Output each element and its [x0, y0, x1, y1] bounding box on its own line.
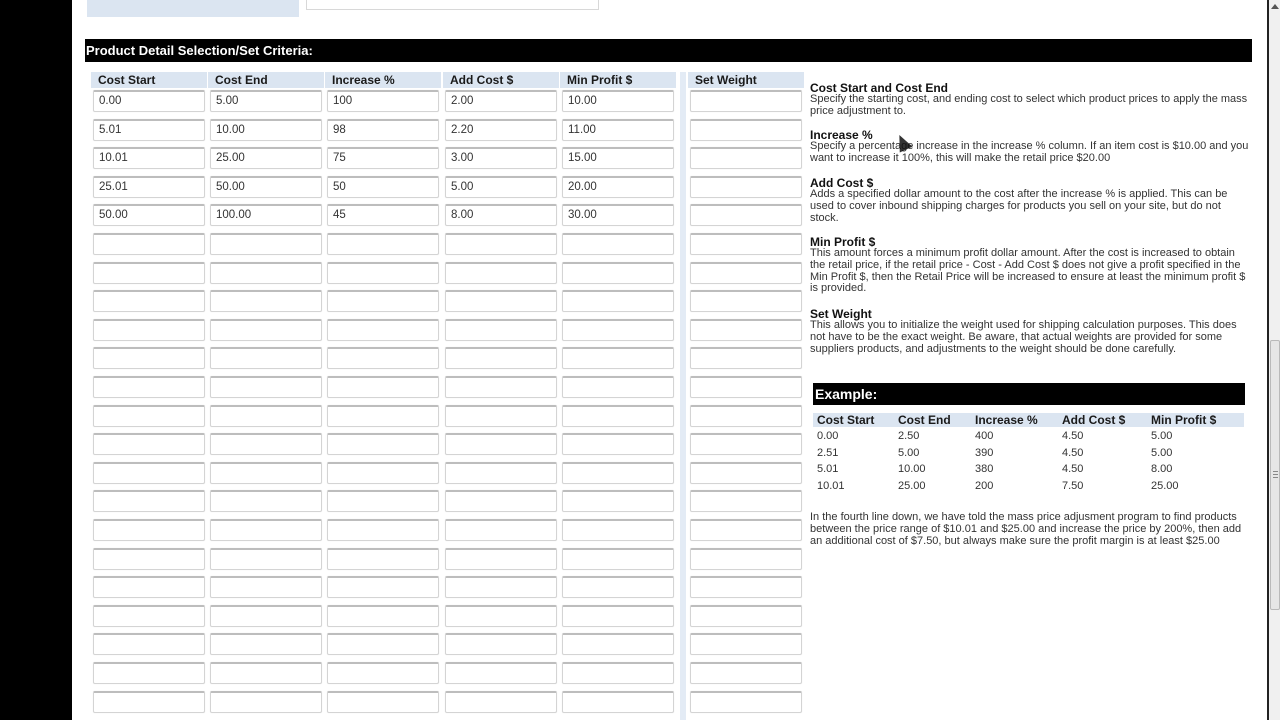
add-cost-input[interactable]	[445, 319, 557, 341]
min-profit-input[interactable]	[562, 347, 674, 369]
vertical-scrollbar[interactable]	[1267, 0, 1280, 720]
column-header-cost-start: Cost Start	[91, 72, 207, 88]
add-cost-input[interactable]	[445, 347, 557, 369]
add-cost-input[interactable]	[445, 462, 557, 484]
set-weight-input[interactable]	[690, 204, 802, 226]
set-weight-input[interactable]	[690, 233, 802, 255]
cost-start-input[interactable]: 50.00	[93, 204, 205, 226]
cost-end-input[interactable]	[210, 290, 322, 312]
example-cell: 4.50	[1062, 430, 1084, 442]
help-text: This amount forces a minimum profit dollar amount. After the cost is increased to obtain the retail price, if the retail price - Cost - Add Cost $ does not give a profit specified in the Min Profit $, then the Retail Price will be increased to ensure at least the minimum profit $ is provided.	[810, 247, 1246, 295]
example-cell: 380	[975, 463, 994, 476]
grip-icon	[1273, 471, 1278, 478]
set-weight-input[interactable]	[690, 290, 802, 312]
add-cost-input[interactable]: 2.00	[445, 90, 557, 112]
example-column-header: Min Profit $	[1147, 413, 1244, 427]
help-title: Min Profit $	[810, 235, 876, 249]
help-text: This allows you to initialize the weight used for shipping calculation purposes. This does not have to be the exact weight. Be aware, that actual weights are provided for some suppliers products, and adjustments to the weight should be done carefully.	[810, 319, 1237, 355]
cost-start-input[interactable]: 0.00	[93, 90, 205, 112]
help-increase-pct	[810, 129, 1250, 165]
cost-end-input[interactable]: 100.00	[210, 204, 322, 226]
cost-start-input[interactable]	[93, 433, 205, 455]
column-header-cost-end: Cost End	[208, 72, 324, 88]
help-min-profit	[810, 236, 1250, 295]
min-profit-input[interactable]: 10.00	[562, 90, 674, 112]
cost-start-input[interactable]	[93, 290, 205, 312]
cost-end-input[interactable]	[210, 433, 322, 455]
cost-start-input[interactable]: 10.01	[93, 147, 205, 169]
min-profit-input[interactable]	[562, 662, 674, 684]
set-weight-input[interactable]	[690, 433, 802, 455]
example-title: Example:	[815, 386, 878, 402]
min-profit-input[interactable]	[562, 691, 674, 713]
help-title: Increase %	[810, 128, 873, 142]
add-cost-input[interactable]: 8.00	[445, 204, 557, 226]
increase-pct-input[interactable]	[327, 319, 439, 341]
cost-end-input[interactable]	[210, 233, 322, 255]
add-cost-input[interactable]	[445, 405, 557, 427]
increase-pct-input[interactable]	[327, 376, 439, 398]
example-title-bar	[813, 383, 1245, 405]
increase-pct-input[interactable]	[327, 662, 439, 684]
section-title: Product Detail Selection/Set Criteria:	[86, 43, 313, 58]
cost-end-input[interactable]	[210, 548, 322, 570]
example-cell: 5.00	[1151, 430, 1173, 442]
example-cell: 4.50	[1062, 446, 1084, 459]
min-profit-input[interactable]: 20.00	[562, 176, 674, 198]
add-cost-input[interactable]	[445, 633, 557, 655]
add-cost-input[interactable]	[445, 662, 557, 684]
set-weight-input[interactable]	[690, 605, 802, 627]
help-title: Cost Start and Cost End	[810, 81, 949, 95]
increase-pct-input[interactable]	[327, 233, 439, 255]
set-weight-input[interactable]	[690, 490, 802, 512]
min-profit-input[interactable]	[562, 633, 674, 655]
example-cell: 5.00	[898, 446, 920, 459]
add-cost-input[interactable]	[445, 376, 557, 398]
increase-pct-input[interactable]	[327, 290, 439, 312]
scroll-thumb[interactable]	[1270, 340, 1280, 610]
cost-end-input[interactable]	[210, 605, 322, 627]
cost-end-input[interactable]	[210, 319, 322, 341]
add-cost-input[interactable]	[445, 490, 557, 512]
help-cost-range	[810, 82, 1250, 118]
cost-end-input[interactable]	[210, 462, 322, 484]
add-cost-input[interactable]	[445, 262, 557, 284]
set-weight-input[interactable]	[690, 548, 802, 570]
cost-start-input[interactable]	[93, 662, 205, 684]
min-profit-input[interactable]	[562, 490, 674, 512]
cost-start-input[interactable]	[93, 691, 205, 713]
increase-pct-input[interactable]	[327, 633, 439, 655]
cost-end-input[interactable]	[210, 262, 322, 284]
example-column-header: Add Cost $	[1058, 413, 1147, 427]
add-cost-input[interactable]	[445, 290, 557, 312]
increase-pct-input[interactable]: 45	[327, 204, 439, 226]
increase-pct-input[interactable]	[327, 405, 439, 427]
cost-start-input[interactable]	[93, 462, 205, 484]
page-content	[72, 0, 1267, 720]
add-cost-input[interactable]	[445, 548, 557, 570]
column-separator	[680, 72, 686, 720]
column-header-add-cost: Add Cost $	[443, 72, 559, 88]
cost-start-input[interactable]	[93, 319, 205, 341]
add-cost-input[interactable]	[445, 519, 557, 541]
cost-start-input[interactable]	[93, 490, 205, 512]
increase-pct-input[interactable]	[327, 548, 439, 570]
increase-pct-input[interactable]	[327, 262, 439, 284]
set-weight-input[interactable]	[690, 633, 802, 655]
min-profit-input[interactable]	[562, 262, 674, 284]
min-profit-input[interactable]	[562, 576, 674, 598]
cost-start-input[interactable]	[93, 548, 205, 570]
column-header-set-weight: Set Weight	[688, 72, 804, 88]
increase-pct-input[interactable]	[327, 462, 439, 484]
set-weight-input[interactable]	[690, 405, 802, 427]
cost-end-input[interactable]: 25.00	[210, 147, 322, 169]
help-text: Specify a percentage increase in the increase % column. If an item cost is $10.00 and you want to increase it 100%, this will make the retail price $20.00	[810, 140, 1249, 164]
add-cost-input[interactable]: 3.00	[445, 147, 557, 169]
set-weight-input[interactable]	[690, 147, 802, 169]
help-title: Add Cost $	[810, 176, 874, 190]
min-profit-input[interactable]	[562, 233, 674, 255]
min-profit-input[interactable]	[562, 319, 674, 341]
set-weight-input[interactable]	[690, 462, 802, 484]
example-cell: 25.00	[1151, 480, 1179, 493]
cost-start-input[interactable]	[93, 405, 205, 427]
min-profit-input[interactable]: 30.00	[562, 204, 674, 226]
cost-start-input[interactable]	[93, 519, 205, 541]
cost-start-input[interactable]	[93, 347, 205, 369]
min-profit-input[interactable]	[562, 548, 674, 570]
increase-pct-input[interactable]	[327, 576, 439, 598]
min-profit-input[interactable]	[562, 462, 674, 484]
min-profit-input[interactable]	[562, 433, 674, 455]
cost-end-input[interactable]	[210, 376, 322, 398]
help-text: Specify the starting cost, and ending cost to select which product prices to apply the mass price adjustment to.	[810, 93, 1248, 117]
cost-start-input[interactable]: 25.01	[93, 176, 205, 198]
set-weight-input[interactable]	[690, 176, 802, 198]
set-weight-input[interactable]	[690, 90, 802, 112]
increase-pct-input[interactable]: 50	[327, 176, 439, 198]
set-weight-input[interactable]	[690, 662, 802, 684]
add-cost-input[interactable]	[445, 691, 557, 713]
min-profit-input[interactable]	[562, 290, 674, 312]
min-profit-input[interactable]: 11.00	[562, 119, 674, 141]
increase-pct-input[interactable]	[327, 347, 439, 369]
example-column-header: Cost Start	[813, 413, 894, 427]
set-weight-input[interactable]	[690, 376, 802, 398]
example-cell: 400	[975, 430, 994, 442]
cost-end-input[interactable]	[210, 519, 322, 541]
add-cost-input[interactable]	[445, 576, 557, 598]
cost-start-input[interactable]	[93, 233, 205, 255]
add-cost-input[interactable]: 5.00	[445, 176, 557, 198]
cost-start-input[interactable]	[93, 262, 205, 284]
increase-pct-input[interactable]: 75	[327, 147, 439, 169]
set-weight-input[interactable]	[690, 319, 802, 341]
increase-pct-input[interactable]: 98	[327, 119, 439, 141]
example-cell: 5.01	[817, 463, 839, 476]
cost-end-input[interactable]	[210, 347, 322, 369]
example-cell: 25.00	[898, 480, 926, 493]
increase-pct-input[interactable]	[327, 605, 439, 627]
cost-end-input[interactable]	[210, 662, 322, 684]
example-cell: 8.00	[1151, 463, 1173, 476]
set-weight-input[interactable]	[690, 347, 802, 369]
cost-start-input[interactable]: 5.01	[93, 119, 205, 141]
set-weight-input[interactable]	[690, 262, 802, 284]
help-text: Adds a specified dollar amount to the cost after the increase % is applied. This can be used to cover inbound shipping charges for products you sell on your site, but do not stock.	[810, 188, 1228, 224]
increase-pct-input[interactable]	[327, 519, 439, 541]
increase-pct-input[interactable]	[327, 490, 439, 512]
example-cell: 5.00	[1151, 446, 1173, 459]
cost-end-input[interactable]: 5.00	[210, 90, 322, 112]
column-header-increase-pct: Increase %	[325, 72, 441, 88]
add-cost-input[interactable]	[445, 433, 557, 455]
min-profit-input[interactable]	[562, 405, 674, 427]
help-add-cost	[810, 177, 1250, 224]
help-set-weight	[810, 308, 1250, 355]
cost-end-input[interactable]	[210, 576, 322, 598]
add-cost-input[interactable]: 2.20	[445, 119, 557, 141]
example-cell: 0.00	[817, 430, 839, 442]
cost-end-input[interactable]	[210, 633, 322, 655]
cost-start-input[interactable]	[93, 605, 205, 627]
min-profit-input[interactable]	[562, 519, 674, 541]
example-column-header: Increase %	[971, 413, 1058, 427]
example-cell: 2.51	[817, 446, 839, 459]
increase-pct-input[interactable]	[327, 691, 439, 713]
example-cell: 2.50	[898, 430, 920, 442]
min-profit-input[interactable]	[562, 605, 674, 627]
top-tab-remnant	[87, 0, 299, 17]
min-profit-input[interactable]: 15.00	[562, 147, 674, 169]
set-weight-input[interactable]	[690, 519, 802, 541]
cost-end-input[interactable]	[210, 691, 322, 713]
example-note: In the fourth line down, we have told the mass price adjusment program to find products between the price range of $10.01 and $25.00 and increase the price by 200%, then add an additional cost of $7.50, but always make sure the profit margin is at least $25.00	[810, 511, 1242, 547]
example-cell: 4.50	[1062, 463, 1084, 476]
cost-end-input[interactable]: 50.00	[210, 176, 322, 198]
example-cell: 7.50	[1062, 480, 1084, 493]
cost-end-input[interactable]	[210, 405, 322, 427]
example-cell: 200	[975, 480, 994, 493]
cost-end-input[interactable]	[210, 490, 322, 512]
cost-start-input[interactable]	[93, 576, 205, 598]
top-field-remnant[interactable]	[306, 0, 599, 10]
set-weight-input[interactable]	[690, 119, 802, 141]
cost-start-input[interactable]	[93, 376, 205, 398]
example-cell: 10.00	[898, 463, 926, 476]
set-weight-input[interactable]	[690, 576, 802, 598]
scroll-up-arrow-icon[interactable]	[1271, 4, 1279, 9]
cost-start-input[interactable]	[93, 633, 205, 655]
min-profit-input[interactable]	[562, 376, 674, 398]
column-header-min-profit: Min Profit $	[560, 72, 676, 88]
example-cell: 10.01	[817, 480, 845, 493]
help-title: Set Weight	[810, 307, 872, 321]
increase-pct-input[interactable]: 100	[327, 90, 439, 112]
section-title-bar	[85, 39, 1252, 62]
cost-end-input[interactable]: 10.00	[210, 119, 322, 141]
add-cost-input[interactable]	[445, 233, 557, 255]
add-cost-input[interactable]	[445, 605, 557, 627]
increase-pct-input[interactable]	[327, 433, 439, 455]
set-weight-input[interactable]	[690, 691, 802, 713]
example-column-header: Cost End	[894, 413, 971, 427]
example-cell: 390	[975, 446, 994, 459]
